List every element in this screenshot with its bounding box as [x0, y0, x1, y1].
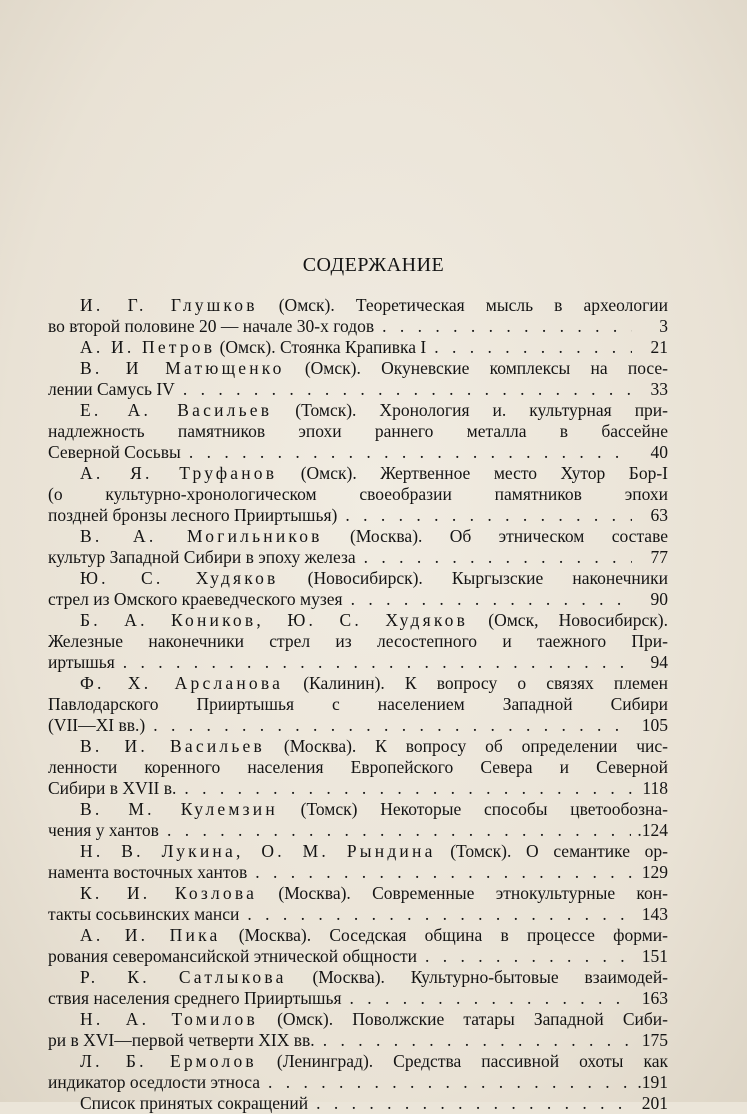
toc-entry-text — [48, 988, 342, 1009]
toc-entry-text — [48, 652, 115, 673]
page-title: СОДЕРЖАНИЕ — [302, 254, 445, 276]
toc-entry — [48, 1051, 668, 1093]
toc-entry-line — [48, 589, 668, 610]
toc-entry-text — [48, 589, 343, 610]
toc-title-text: (Москва). К вопросу об определении чис- — [283, 736, 668, 756]
toc-author: В. М. Кулемзин — [80, 799, 278, 819]
toc-entry-line — [48, 925, 668, 946]
toc-author: В. И. Васильев — [80, 736, 265, 756]
toc-entry-line — [48, 484, 668, 505]
toc-title-text: (Омск). Стоянка Крапивка I — [219, 337, 427, 357]
dot-leader — [189, 442, 632, 463]
toc-author: В. И Матющенко — [80, 358, 285, 378]
toc-entry-line — [48, 757, 668, 778]
toc-title-text: стрел из Омского краеведческого музея — [48, 589, 343, 609]
toc-entry — [48, 883, 668, 925]
toc-entry-line — [48, 652, 668, 673]
dot-leader — [350, 988, 632, 1009]
toc-title-text: Список принятых сокращений — [80, 1093, 309, 1113]
toc-title-text: ленности коренного населения Европейского Севера и Северной — [48, 757, 668, 777]
toc-title-text: поздней бронзы лесного Прииртышья) — [48, 505, 338, 525]
toc-title-text: (Омск). Поволжские татары Западной Сиби- — [277, 1009, 668, 1029]
toc-entry-line — [48, 295, 668, 316]
toc-entry — [48, 673, 668, 736]
toc-title-text: (Томск). Хронология и. культурная при- — [295, 400, 668, 420]
toc-title-text: (Омск). Теоретическая мысль в археологии — [278, 295, 668, 315]
toc-entry-text — [48, 379, 175, 400]
toc-entry-line — [48, 442, 668, 463]
toc-entry-line — [48, 841, 668, 862]
page-number: 143 — [641, 904, 668, 924]
dot-leader — [382, 316, 632, 337]
dot-leader — [247, 904, 632, 925]
page-number: 94 — [650, 652, 668, 672]
toc-entry-text — [48, 547, 356, 568]
page-number: 201 — [641, 1093, 668, 1113]
toc-entry-text — [48, 820, 159, 841]
toc-author: Н. В. Лукина, О. М. Рындина — [80, 841, 436, 861]
toc-author: Р. К. Сатлыкова — [80, 967, 287, 987]
toc-entry-line — [48, 463, 668, 484]
toc-entry-line — [48, 316, 668, 337]
toc-author: Ф. Х. Арсланова — [80, 673, 284, 693]
toc-title-text: (Москва). Культурно-бытовые взаимодей- — [312, 967, 668, 987]
toc-entry-line — [48, 883, 668, 904]
toc-entry-text — [48, 904, 239, 925]
toc-title-text: (Омск, Новосибирск). — [488, 610, 668, 630]
page-number: .191 — [637, 1072, 668, 1092]
toc-title-text: ствия населения среднего Прииртышья — [48, 988, 342, 1008]
toc-entry-text — [48, 715, 145, 736]
toc-entry — [48, 568, 668, 610]
toc-title-text: (Калинин). К вопросу о связях племен — [303, 673, 668, 693]
dot-leader — [425, 946, 632, 967]
toc-title-text: (Москва). Соседская община в процессе форми- — [238, 925, 668, 945]
toc-title-text: рования северомансийской этнической общности — [48, 946, 417, 966]
toc-title-text: Железные наконечники стрел из лесостепного и таежного При- — [48, 631, 668, 651]
toc-author: А. И. Пика — [80, 925, 221, 945]
dot-leader — [351, 589, 632, 610]
toc-entry-text — [48, 1072, 260, 1093]
toc-entry-line — [48, 610, 668, 631]
toc-entry-text — [48, 1093, 308, 1114]
toc-author: К. И. Козлова — [80, 883, 258, 903]
toc-entry-line — [48, 799, 668, 820]
toc-entry-line — [48, 1009, 668, 1030]
toc-entry-line — [48, 862, 668, 883]
toc-entry-line — [48, 1093, 668, 1114]
toc-author: Ю. С. Худяков — [80, 568, 279, 588]
toc-title-text: (Томск). О семантике ор- — [450, 841, 668, 861]
toc-title-text: такты сосьвинских манси — [48, 904, 240, 924]
toc-entry-line — [48, 715, 668, 736]
toc-entry-line — [48, 547, 668, 568]
dot-leader — [434, 337, 632, 358]
toc-entry-line — [48, 1051, 668, 1072]
dot-leader — [345, 505, 632, 526]
toc-title-text: лении Самусь IV — [48, 379, 175, 399]
toc-entry-line — [48, 736, 668, 757]
toc-author: В. А. Могильников — [80, 526, 323, 546]
toc-title-text: ри в XVI—первой четверти XIX вв. — [48, 1030, 315, 1050]
toc-title-text: Северной Сосьвы — [48, 442, 181, 462]
toc-title-text: (Омск). Жертвенное место Хутор Бор-I — [300, 463, 668, 483]
toc-entry — [48, 736, 668, 799]
toc-entry-line — [48, 988, 668, 1009]
toc-entry-line — [48, 421, 668, 442]
toc-title-text: индикатор оседлости этноса — [48, 1072, 260, 1092]
toc-title-text: во второй половине 20 — начале 30-х годов — [48, 316, 375, 336]
toc-entry-line — [48, 400, 668, 421]
dot-leader — [183, 379, 632, 400]
toc-entry-line — [48, 358, 668, 379]
page-number: 21 — [650, 337, 668, 357]
dot-leader — [323, 1030, 632, 1051]
toc-title-text: иртышья — [48, 652, 115, 672]
dot-leader — [167, 820, 631, 841]
toc-entry — [48, 358, 668, 400]
toc-entry-line — [48, 568, 668, 589]
toc-title-text: (о культурно-хронологическом своеобразии памятников эпохи — [48, 484, 668, 504]
toc-entry — [48, 841, 668, 883]
toc-entry-text — [48, 778, 176, 799]
page-number: 163 — [641, 988, 668, 1008]
toc-entry-line — [48, 946, 668, 967]
toc-author: И. Г. Глушков — [80, 295, 258, 315]
page-number: 3 — [659, 316, 668, 336]
table-of-contents — [48, 295, 668, 1114]
toc-entry-line — [48, 673, 668, 694]
toc-title-text: Павлодарского Прииртышья с населением Западной Сибири — [48, 694, 668, 714]
toc-title-text: надлежность памятников эпохи раннего металла в бассейне — [48, 421, 668, 441]
toc-entry-line — [48, 526, 668, 547]
toc-title-text: (Москва). Современные этнокультурные кон- — [278, 883, 668, 903]
toc-entry-text — [48, 862, 247, 883]
toc-entry-line — [48, 1072, 668, 1093]
toc-entry — [48, 463, 668, 526]
page-number: 105 — [641, 715, 668, 735]
page-number: 40 — [650, 442, 668, 462]
toc-entry-text — [48, 442, 181, 463]
toc-entry-text — [48, 946, 417, 967]
page-number: 63 — [650, 505, 668, 525]
toc-entry-line — [48, 505, 668, 526]
toc-entry — [48, 526, 668, 568]
toc-title-text: чения у хантов — [48, 820, 159, 840]
dot-leader — [255, 862, 632, 883]
toc-author: Б. А. Коников, Ю. С. Худяков — [80, 610, 469, 630]
toc-entry-text — [48, 337, 426, 358]
toc-entry-line — [48, 694, 668, 715]
toc-entry-line — [48, 379, 668, 400]
toc-entry — [48, 400, 668, 463]
toc-entry — [48, 925, 668, 967]
toc-title-text: (VII—XI вв.) — [48, 715, 146, 735]
toc-title-text: (Ленинград). Средства пассивной охоты как — [276, 1051, 668, 1071]
toc-entry-line — [48, 904, 668, 925]
toc-entry-line — [48, 967, 668, 988]
page-number: 77 — [650, 547, 668, 567]
page-number: 33 — [650, 379, 668, 399]
toc-author: Е. А. Васильев — [80, 400, 273, 420]
toc-title-text: намента восточных хантов — [48, 862, 248, 882]
page-number: 118 — [642, 778, 668, 798]
toc-entry-text — [48, 1030, 315, 1051]
dot-leader — [123, 652, 632, 673]
dot-leader — [184, 778, 632, 799]
toc-author: А. Я. Труфанов — [80, 463, 278, 483]
toc-entry-line — [48, 337, 668, 358]
toc-author: Н. А. Томилов — [80, 1009, 258, 1029]
page-number: 90 — [650, 589, 668, 609]
toc-entry — [48, 1093, 668, 1114]
dot-leader — [153, 715, 632, 736]
toc-entry-line — [48, 1030, 668, 1051]
dot-leader — [268, 1072, 631, 1093]
page-number: 151 — [641, 946, 668, 966]
toc-entry-text — [48, 505, 337, 526]
toc-title-text: Сибири в XVII в. — [48, 778, 177, 798]
toc-title-text: культур Западной Сибири в эпоху железа — [48, 547, 356, 567]
toc-entry — [48, 799, 668, 841]
toc-author: А. И. Петров — [80, 337, 216, 357]
dot-leader — [316, 1093, 632, 1114]
page-number: 129 — [641, 862, 668, 882]
dot-leader — [364, 547, 632, 568]
toc-entry — [48, 610, 668, 673]
toc-entry-line — [48, 778, 668, 799]
toc-entry — [48, 337, 668, 358]
toc-entry — [48, 295, 668, 337]
toc-title-text: (Москва). Об этническом составе — [349, 526, 668, 546]
toc-title-text: (Новосибирск). Кыргызские наконечники — [307, 568, 668, 588]
toc-entry-text — [48, 316, 374, 337]
toc-entry-line — [48, 820, 668, 841]
toc-title-text: (Томск) Некоторые способы цветообозна- — [300, 799, 668, 819]
toc-entry — [48, 1009, 668, 1051]
toc-author: Л. Б. Ермолов — [80, 1051, 257, 1071]
toc-entry-line — [48, 631, 668, 652]
toc-entry — [48, 967, 668, 1009]
page-number: .124 — [637, 820, 668, 840]
toc-title-text: (Омск). Окуневские комплексы на посе- — [304, 358, 668, 378]
page-number: 175 — [641, 1030, 668, 1050]
